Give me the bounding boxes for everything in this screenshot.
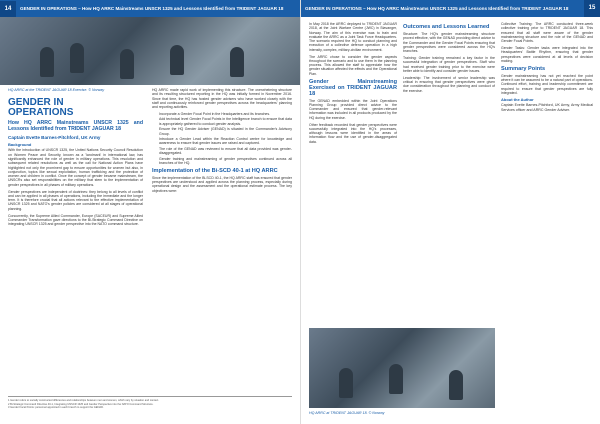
author-bio: Captain Evette Barnes-Pitchford, UK Army, Army Medical Services officer and ARRC Gender Adviser. — [501, 103, 593, 112]
paragraph: Since the implementation of the Bi-SCD 40-1, the HQ ARRC staff has ensured that gender perspectives are understood and applied across the planning process, especially during operational design and the assessment and the operational estimate process. The key objectives were: — [152, 175, 292, 193]
paragraph: Other feedback recorded that gender perspectives were successfully integrated into the HQ's processes, although lessons were identified in the areas of information flow and the use of gender-disaggregated data. — [309, 122, 397, 144]
right-page-number: 15 — [584, 0, 600, 17]
paragraph: HQ ARRC made rapid work of implementing this structure. The overwhelming structure and its resulting structured reporting in the HQ was initially formed in November 2016. Since that time, the HQ has hosted gender advisers who have worked closely with the staff and continuously reinforced gender perspectives across the headquarters' planning and reporting activities. — [152, 88, 292, 110]
paragraph: Concurrently, the Supreme Allied Commander, Europe (SACEUR) and Supreme Allied Commander Transformation gave directions to the Bi-Strategic Command Directive on integrating UNSCR 1325 and gender perspective into the NATO command structure. — [8, 213, 143, 227]
paragraph: Gender Tasks: Gender tasks were integrated into the Headquarters' Battle Rhythm, ensuring that gender perspectives were considered at all levels of decision making. — [501, 45, 593, 63]
paragraph: With the introduction of UNSCR 1325, the United Nations Security Council Resolution on Women Peace and Security, known as a 'landmark' in international law, has significantly enhanced the role of gender in military operations. This resolution and subsequent related resolutions as well as the call for National Action Plans have highlighted not only the prominent gap to ensure opportunities for women but also, in conjunction, topics like sexual exploitation, human trafficking and the protection of women and children in conflict. Once the concept of gender became mainstream, the UNSCRs also set responsibilities on the military that stem to the implementation of gender perspectives in all phases of military operations. — [8, 148, 143, 187]
left-header-text: GENDER IN OPERATIONS – How HQ ARRC Mainstreams UNSCR 1325 and Lessons Identified from TRIDENT JAGUAR 18 — [20, 6, 284, 11]
right-page — [300, 0, 600, 424]
list-item: • Incorporate a Gender Focal Point in the Headquarters and its branches. — [159, 112, 292, 116]
footnote: 2 Bi-Strategic Command Directive 40-1, Integrating UNSCR 1325 and Gender Perspective into the NATO Command Structure. — [8, 402, 154, 406]
left-photo — [0, 17, 300, 85]
list-item: • Gender training and mainstreaming of gender perspectives continued across all branches of the HQ. — [159, 157, 292, 166]
article-title: GENDER IN OPERATIONS — [8, 97, 74, 118]
left-column-2 — [152, 88, 292, 392]
footnote: 3 Gender Focal Points: personnel appointed in each branch to support the GENAD. — [8, 406, 104, 410]
list-item: • Introduce a Gender Lead within the Reaction Control centre for knowledge and awareness to ensure that gender issues are raised and captured. — [159, 137, 292, 146]
section-outcomes-heading: Outcomes and Lessons Learned — [403, 24, 490, 30]
right-page-header — [301, 0, 600, 17]
paragraph: Collective Training: The ARRC conducted three-week collective training prior to TRIDENT JAGUAR 18. This ensured that all staff were aware of the gender mainstreaming structure and the role of the GENAD and Gender Focal Points. — [501, 22, 593, 44]
paragraph: Leadership: The involvement of senior leadership was critical in ensuring that gender perspectives were given due consideration throughout the planning and conduct of the exercise. — [403, 75, 495, 93]
paragraph: In May 2018 the ARRC deployed to TRIDENT JAGUAR 2018, at the Joint Warfare Centre (JWC) in Stavanger, Norway. The aim of this exercise was to train and evaluate the ARRC as a Joint Task Force Headquarters. The scenario required the HQ to conduct planning and execution of a collective defence operation in a high intensity, complex, military-civilian environment. — [309, 22, 397, 52]
left-page-number: 14 — [0, 1, 16, 17]
article-author: Captain Evette Barnes-Pitchford, UK Army — [8, 134, 101, 140]
right-header-text: GENDER IN OPERATIONS – How HQ ARRC Mainstreams UNSCR 1325 and Lessons Identified from TRIDENT JAGUAR 18 — [305, 6, 569, 11]
right-photo — [309, 328, 495, 408]
section-exercise-heading: Gender Mainstreaming Exercised on TRIDENT JAGUAR 18 — [309, 78, 397, 97]
list-item: • Ensure the HQ Gender Adviser (GENAD) is situated in the Commander's Advisory Group. — [159, 127, 292, 136]
paragraph: The GENAD embedded within the Joint Operations Planning Group provided direct advice to the Commander and ensured that gender-relevant information was included in all products produced by the HQ during the exercise. — [309, 98, 397, 120]
paragraph: Gender mainstreaming has not yet reached the point where it can be assumed to be a natural part of operations. Continued effort, training and leadership commitment are required to ensure that gender perspectives are fully integrated. — [501, 73, 593, 95]
left-column-1 — [8, 96, 143, 392]
article-subtitle: How HQ ARRC Mainstreams UNSCR 1325 and Lessons Identified from TRIDENT JAGUAR 18 — [8, 120, 143, 132]
paragraph: Training: Gender training remained a key factor in the successful integration of gender perspectives. Staff who had received gender training prior to the exercise were better able to identify and consider gender issues. — [403, 55, 495, 73]
footnotes — [8, 396, 292, 410]
paragraph: Structure: The HQ's gender mainstreaming structure proved effective, with the GENAD providing direct advice to the Commander and the Gender Focal Points ensuring that gender perspectives were considered across the HQ's branches. — [403, 32, 495, 54]
list-item: • The role of the GENAD was reviewed to ensure that all data provided was gender-disaggregated. — [159, 147, 292, 156]
footnote: 1 Gender refers to socially constructed differences and relationships between men and women, which vary by situation and context. — [8, 399, 159, 402]
right-column-2 — [403, 22, 495, 322]
right-photo-caption: HQ ARRC at TRIDENT JAGUAR 18. © Norway — [309, 411, 385, 415]
paragraph: Gender perspectives are independent of doctrines: they belong to all levels of conflict and can be applied in all phases of operations, including the immediate and the longer term. It is therefore crucial that all actions relevant to the effective implementation of UNSCR 1325 and NATO's gender policies are considered at all stages of operational planning. — [8, 189, 143, 211]
left-page-header — [0, 0, 300, 17]
left-photo-caption: HQ ARRC at the TRIDENT JAGUAR 18 Exercise. © Norway — [8, 88, 105, 92]
paragraph: The ARRC chose to consider the gender aspects throughout the scenario and to use them in the planning process. This allowed the staff to appreciate how the gender situation affected the effects and the Operational Plan. — [309, 54, 397, 76]
section-summary-heading: Summary Points — [501, 65, 546, 72]
right-column-3 — [501, 22, 593, 414]
section-background-heading: Background — [8, 142, 32, 148]
about-author-label: About the Author — [501, 97, 534, 103]
right-column-1 — [309, 22, 397, 322]
bullet-list — [152, 112, 292, 165]
list-item: • Add technical level Gender Focal Points in the Intelligence branch to ensure that data is appropriately gathered to conduct gender analysis. — [159, 117, 292, 126]
section-implementation-heading: Implementation of the Bi-SCD 40-1 at HQ ARRC — [152, 167, 278, 174]
